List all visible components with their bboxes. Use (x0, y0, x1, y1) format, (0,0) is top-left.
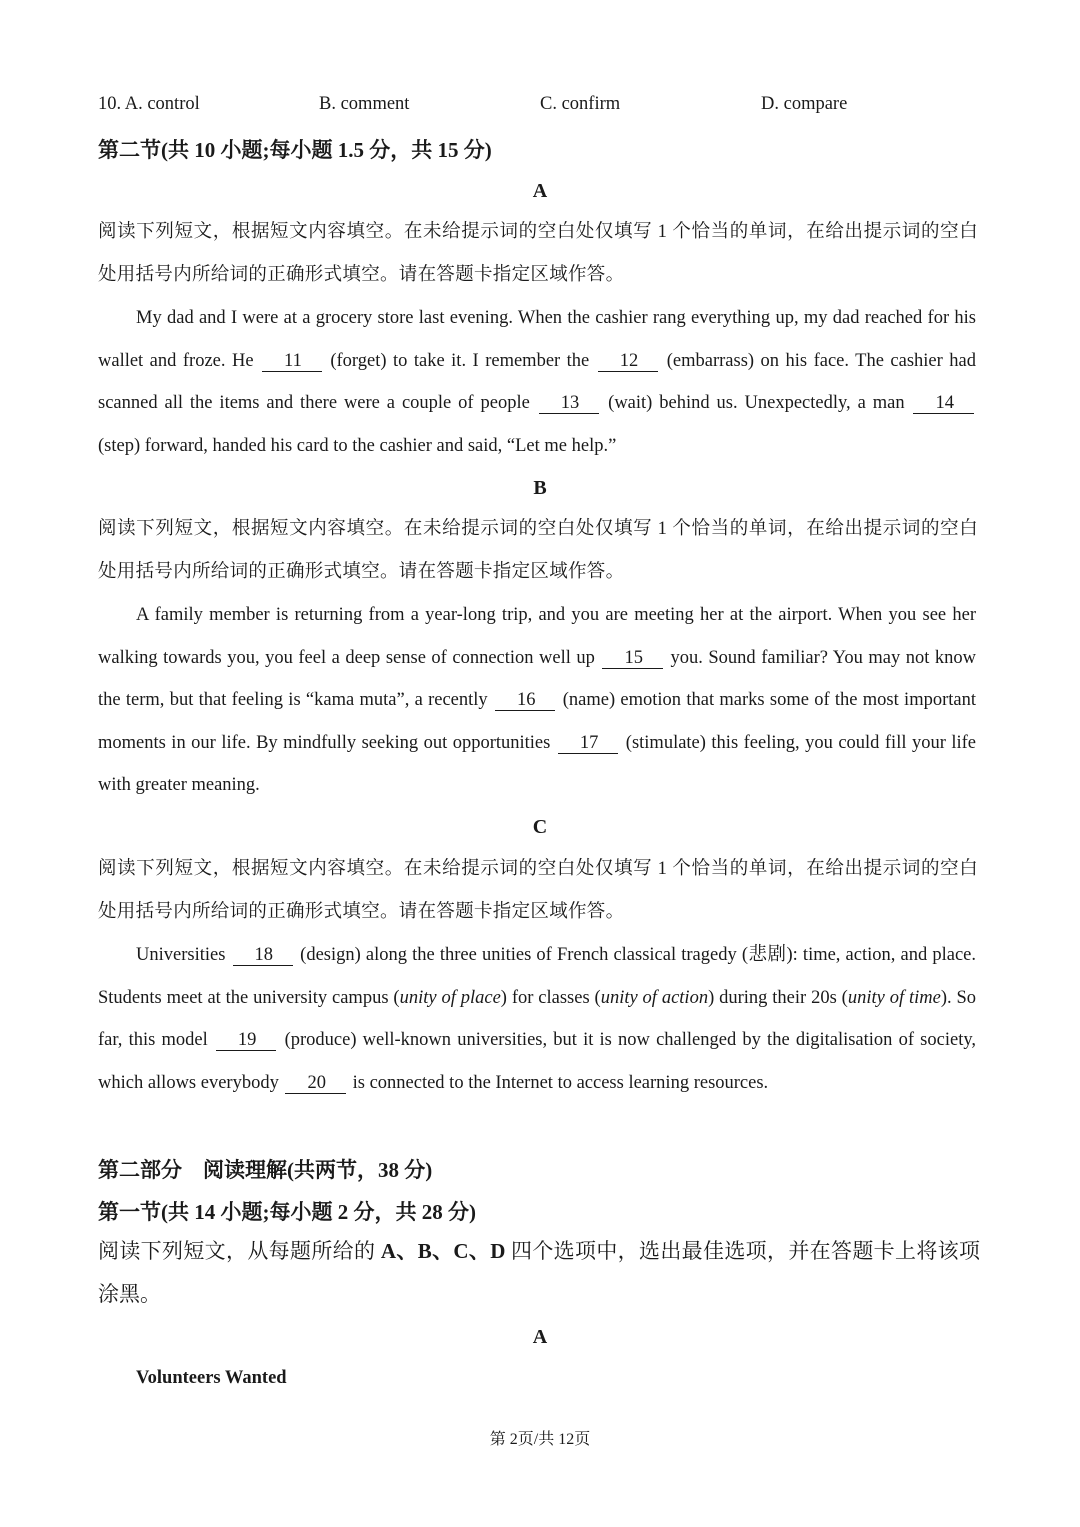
part2-section1-heading: 第一节(共 14 小题;每小题 2 分，共 28 分) (98, 1200, 476, 1224)
passage-c-label: C (532, 816, 548, 838)
page-footer: 第 2页/共 12页 (489, 1431, 591, 1448)
blank-13[interactable]: 13 (539, 393, 600, 414)
passage-c-text: Universities 18 (design) along the three unities of French classical tragedy (悲剧): time, action, and place. Students meet at the university campus (unity of place) for classes (unity of action) during their 20s (unity of time). So far, this model 19 (produce) well-known universities, but it is now challenged by the digitalisation of society, which allows everybody 20 is connected to the Internet to access learning resources. (98, 945, 977, 1093)
blank-18[interactable]: 18 (233, 945, 294, 966)
blank-15[interactable]: 15 (602, 648, 663, 669)
passage-b-text: A family member is returning from a year-long trip, and you are meeting her at the airport. When you see her walking towards you, you feel a deep sense of connection well up 15 you. Sound familiar? You may not know the term, but that feeling is “kama muta”, a recently 16 (name) emotion that marks some of the most important moments in our life. By mindfully seeking out opportunities 17 (stimulate) this feeling, you could fill your life with greater meaning. (98, 605, 976, 795)
passage-a-instruction: 阅读下列短文，根据短文内容填空。在未给提示词的空白处仅填写 1 个恰当的单词，在给出提示词的空白处用括号内所给词的正确形式填空。请在答题卡指定区域作答。 (98, 222, 978, 285)
q10-option-a: 10. A. control (98, 94, 200, 114)
section2-heading: 第二节(共 10 小题;每小题 1.5 分，共 15 分) (98, 138, 492, 162)
passage-c-instruction: 阅读下列短文，根据短文内容填空。在未给提示词的空白处仅填写 1 个恰当的单词，在给出提示词的空白处用括号内所给词的正确形式填空。请在答题卡指定区域作答。 (98, 859, 978, 922)
blank-19[interactable]: 19 (216, 1030, 277, 1051)
q10-option-c: C. confirm (540, 94, 621, 114)
part2-instruction: 阅读下列短文，从每题所给的 A、B、C、D 四个选项中，选出最佳选项，并在答题卡上将该项涂黑。 (98, 1239, 981, 1306)
part2-passage-a-label: A (532, 1326, 548, 1348)
passage-a-label: A (532, 180, 548, 202)
passage-title: Volunteers Wanted (136, 1368, 287, 1388)
blank-14[interactable]: 14 (913, 393, 974, 414)
blank-16[interactable]: 16 (495, 690, 556, 711)
part2-heading: 第二部分 阅读理解(共两节，38 分) (98, 1158, 433, 1182)
blank-17[interactable]: 17 (558, 733, 619, 754)
q10-option-d: D. compare (761, 94, 848, 114)
passage-b-label: B (533, 477, 547, 499)
passage-a-text: My dad and I were at a grocery store last evening. When the cashier rang everything up, my dad reached for his wallet and froze. He 11 (forget) to take it. I remember the 12 (embarrass) on his face. The cashier had scanned all the items and there were a couple of people 13 (wait) behind us. Unexpectedly, a man 14 (step) forward, handed his card to the cashier and said, “Let me help.” (98, 308, 976, 456)
q10-option-b: B. comment (319, 94, 410, 114)
passage-b-instruction: 阅读下列短文，根据短文内容填空。在未给提示词的空白处仅填写 1 个恰当的单词，在给出提示词的空白处用括号内所给词的正确形式填空。请在答题卡指定区域作答。 (98, 519, 978, 582)
blank-11[interactable]: 11 (262, 351, 322, 372)
blank-12[interactable]: 12 (598, 351, 659, 372)
blank-20[interactable]: 20 (285, 1073, 346, 1094)
